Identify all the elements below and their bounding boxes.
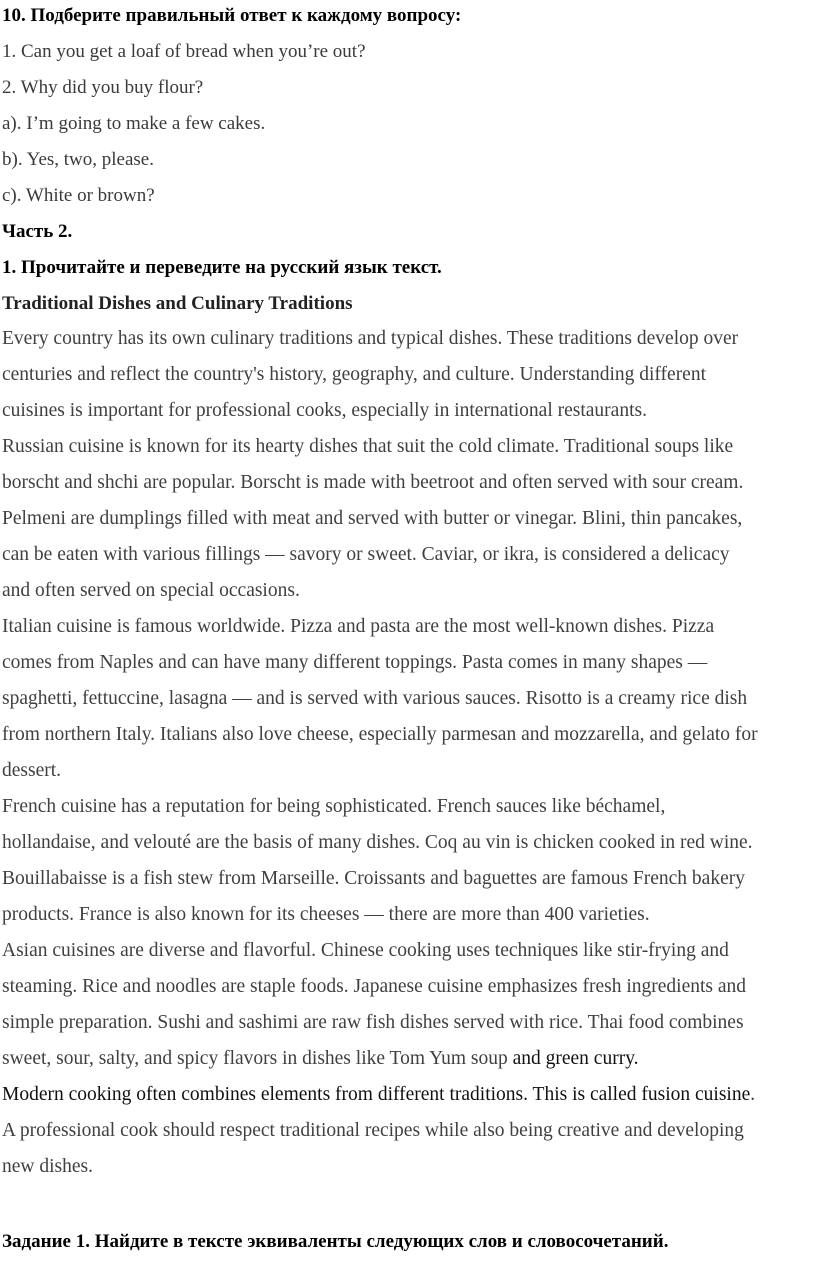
p5-line: simple preparation. Sushi and sashimi are raw fish dishes served with rice. Thai food combines bbox=[2, 1012, 744, 1033]
p2-line: can be eaten with various fillings — savory or sweet. Caviar, or ikra, is considered a delicacy bbox=[2, 544, 730, 565]
part2-task1: 1. Прочитайте и переведите на русский язык текст. bbox=[2, 257, 442, 278]
p1-line: centuries and reflect the country's history, geography, and culture. Understanding different bbox=[2, 364, 707, 385]
p4-line: products. France is also known for its cheeses — there are more than 400 varieties. bbox=[2, 904, 650, 925]
p1-line: Every country has its own culinary traditions and typical dishes. These traditions develop over bbox=[2, 328, 739, 349]
question-1: 1. Can you get a loaf of bread when you’re out? bbox=[2, 41, 366, 62]
answer-a: a). I’m going to make a few cakes. bbox=[2, 113, 266, 134]
p4-line: French cuisine has a reputation for being sophisticated. French sauces like béchamel, bbox=[2, 796, 666, 817]
p5-line-part: sweet, sour, salty, and spicy flavors in dishes like Tom Yum soup bbox=[2, 1048, 508, 1069]
p5-line-part: and green curry. bbox=[507, 1048, 639, 1069]
p1-line: cuisines is important for professional cooks, especially in international restaurants. bbox=[2, 400, 647, 421]
p6-line: new dishes. bbox=[2, 1156, 93, 1177]
task10-heading: 10. Подберите правильный ответ к каждому вопросу: bbox=[2, 5, 462, 26]
reading-text bbox=[2, 321, 814, 1185]
p6-line-part: . bbox=[750, 1084, 756, 1105]
text-title: Traditional Dishes and Culinary Traditions bbox=[2, 293, 353, 314]
p3-line: dessert. bbox=[2, 760, 62, 781]
question-2: 2. Why did you buy flour? bbox=[2, 77, 204, 98]
p2-line: Pelmeni are dumplings filled with meat and served with butter or vinegar. Blini, thin pancakes, bbox=[2, 508, 743, 529]
p4-line: Bouillabaisse is a fish stew from Marseille. Croissants and baguettes are famous French bakery bbox=[2, 868, 745, 889]
p3-line: Italian cuisine is famous worldwide. Pizza and pasta are the most well-known dishes. Pizza bbox=[2, 616, 715, 637]
p6-line bbox=[2, 1077, 814, 1113]
p3-line: from northern Italy. Italians also love cheese, especially parmesan and mozzarella, and gelato for bbox=[2, 724, 758, 745]
p2-line: Russian cuisine is known for its hearty dishes that suit the cold climate. Traditional soups like bbox=[2, 436, 734, 457]
p5-line bbox=[2, 1041, 814, 1077]
p4-line: hollandaise, and velouté are the basis of many dishes. Coq au vin is chicken cooked in red wine. bbox=[2, 832, 753, 853]
answer-c: c). White or brown? bbox=[2, 185, 155, 206]
p6-line: A professional cook should respect traditional recipes while also being creative and developing bbox=[2, 1120, 744, 1141]
p5-line: Asian cuisines are diverse and flavorful. Chinese cooking uses techniques like stir-frying and bbox=[2, 940, 729, 961]
p3-line: comes from Naples and can have many different toppings. Pasta comes in many shapes — bbox=[2, 652, 708, 673]
p5-line: steaming. Rice and noodles are staple foods. Japanese cuisine emphasizes fresh ingredients and bbox=[2, 976, 747, 997]
p2-line: borscht and shchi are popular. Borscht is made with beetroot and often served with sour cream. bbox=[2, 472, 744, 493]
p3-line: spaghetti, fettuccine, lasagna — and is served with various sauces. Risotto is a creamy rice dish bbox=[2, 688, 748, 709]
answer-b: b). Yes, two, please. bbox=[2, 149, 154, 170]
p6-line-part: Modern cooking often combines elements from different traditions. This is called fusion cuisine bbox=[2, 1084, 751, 1105]
exercise-1-heading: Задание 1. Найдите в тексте эквиваленты следующих слов и словосочетаний. bbox=[2, 1231, 669, 1252]
part2-heading: Часть 2. bbox=[2, 221, 73, 242]
p2-line: and often served on special occasions. bbox=[2, 580, 300, 601]
